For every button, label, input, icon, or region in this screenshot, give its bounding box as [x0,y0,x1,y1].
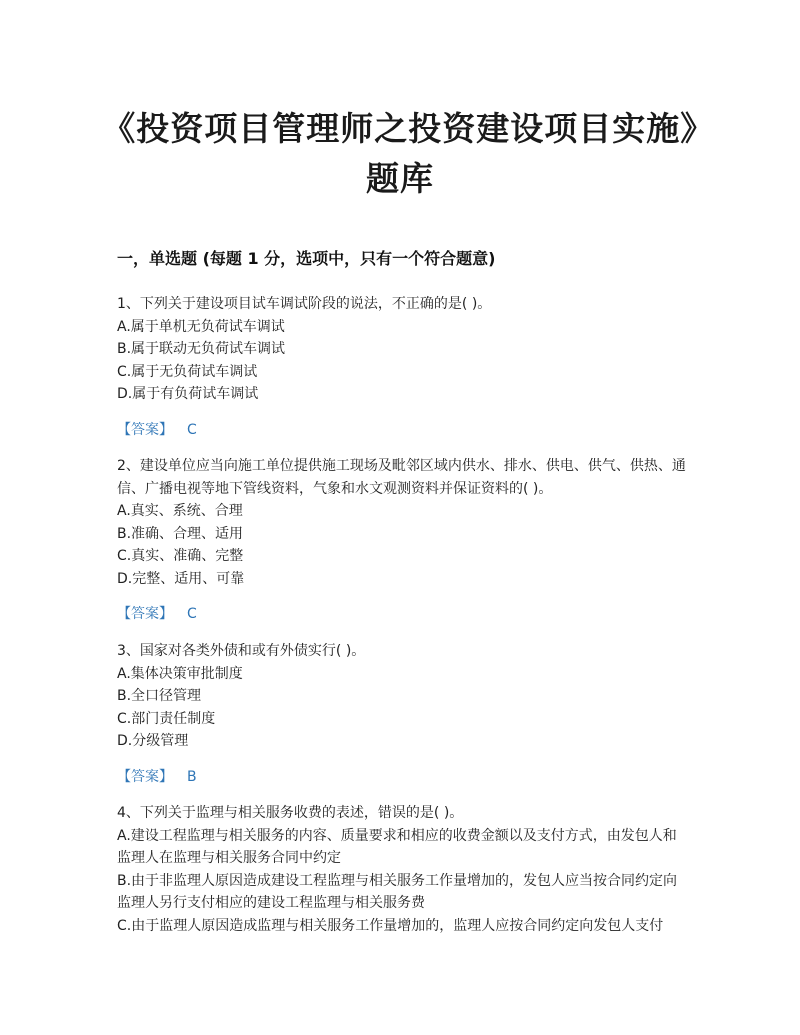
question-3 [117,640,687,788]
question-stem: 4、下列关于监理与相关服务收费的表述，错误的是( )。 [117,805,464,821]
answer-line [117,603,687,626]
option-d: D.完整、适用、可靠 [117,570,245,587]
question-stem: 3、国家对各类外债和或有外债实行( )。 [117,643,366,659]
answer-value: C [187,421,197,438]
option-b: B.全口径管理 [117,688,202,704]
option-c: C.由于监理人原因造成监理与相关服务工作量增加的，监理人应按合同约定向发包人支付 [117,917,664,934]
question-2 [117,455,687,626]
option-b: B.准确、合理、适用 [117,525,244,542]
option-b: B.属于联动无负荷试车调试 [117,341,286,357]
option-b: B.由于非监理人原因造成建设工程监理与相关服务工作量增加的，发包人应当按合同约定向监理人另行支付相应的建设工程监理与相关服务费 [117,872,678,911]
option-c: C.属于无负荷试车调试 [117,363,258,380]
document-title: 《投资项目管理师之投资建设项目实施》题库 [102,109,698,198]
question-4 [117,802,687,937]
option-d: D.分级管理 [117,733,189,749]
option-a: A.建设工程监理与相关服务的内容、质量要求和相应的收费金额以及支付方式，由发包人和监理人在监理与相关服务合同中约定 [117,827,677,866]
option-a: A.属于单机无负荷试车调试 [117,318,285,335]
section-heading: 一，单选题 (每题 1 分，选项中，只有一个符合题意) [117,249,496,268]
question-stem: 1、下列关于建设项目试车调试阶段的说法，不正确的是( )。 [117,296,492,312]
option-c: C.真实、准确、完整 [117,548,244,564]
answer-label: 【答案】 [117,421,173,438]
option-a: A.集体决策审批制度 [117,665,243,682]
option-a: A.真实、系统、合理 [117,503,243,519]
answer-label: 【答案】 [117,768,173,785]
answer-line [117,419,687,442]
question-stem: 2、建设单位应当向施工单位提供施工现场及毗邻区域内供水、排水、供电、供气、供热、通信、广播电视等地下管线资料，气象和水文观测资料并保证资料的( )。 [117,458,686,497]
answer-value: B [187,768,197,785]
answer-line [117,766,687,789]
option-c: C.部门责任制度 [117,710,216,727]
option-d: D.属于有负荷试车调试 [117,386,259,402]
question-1 [117,293,687,441]
answer-label: 【答案】 [117,606,173,622]
answer-value: C [187,606,197,622]
